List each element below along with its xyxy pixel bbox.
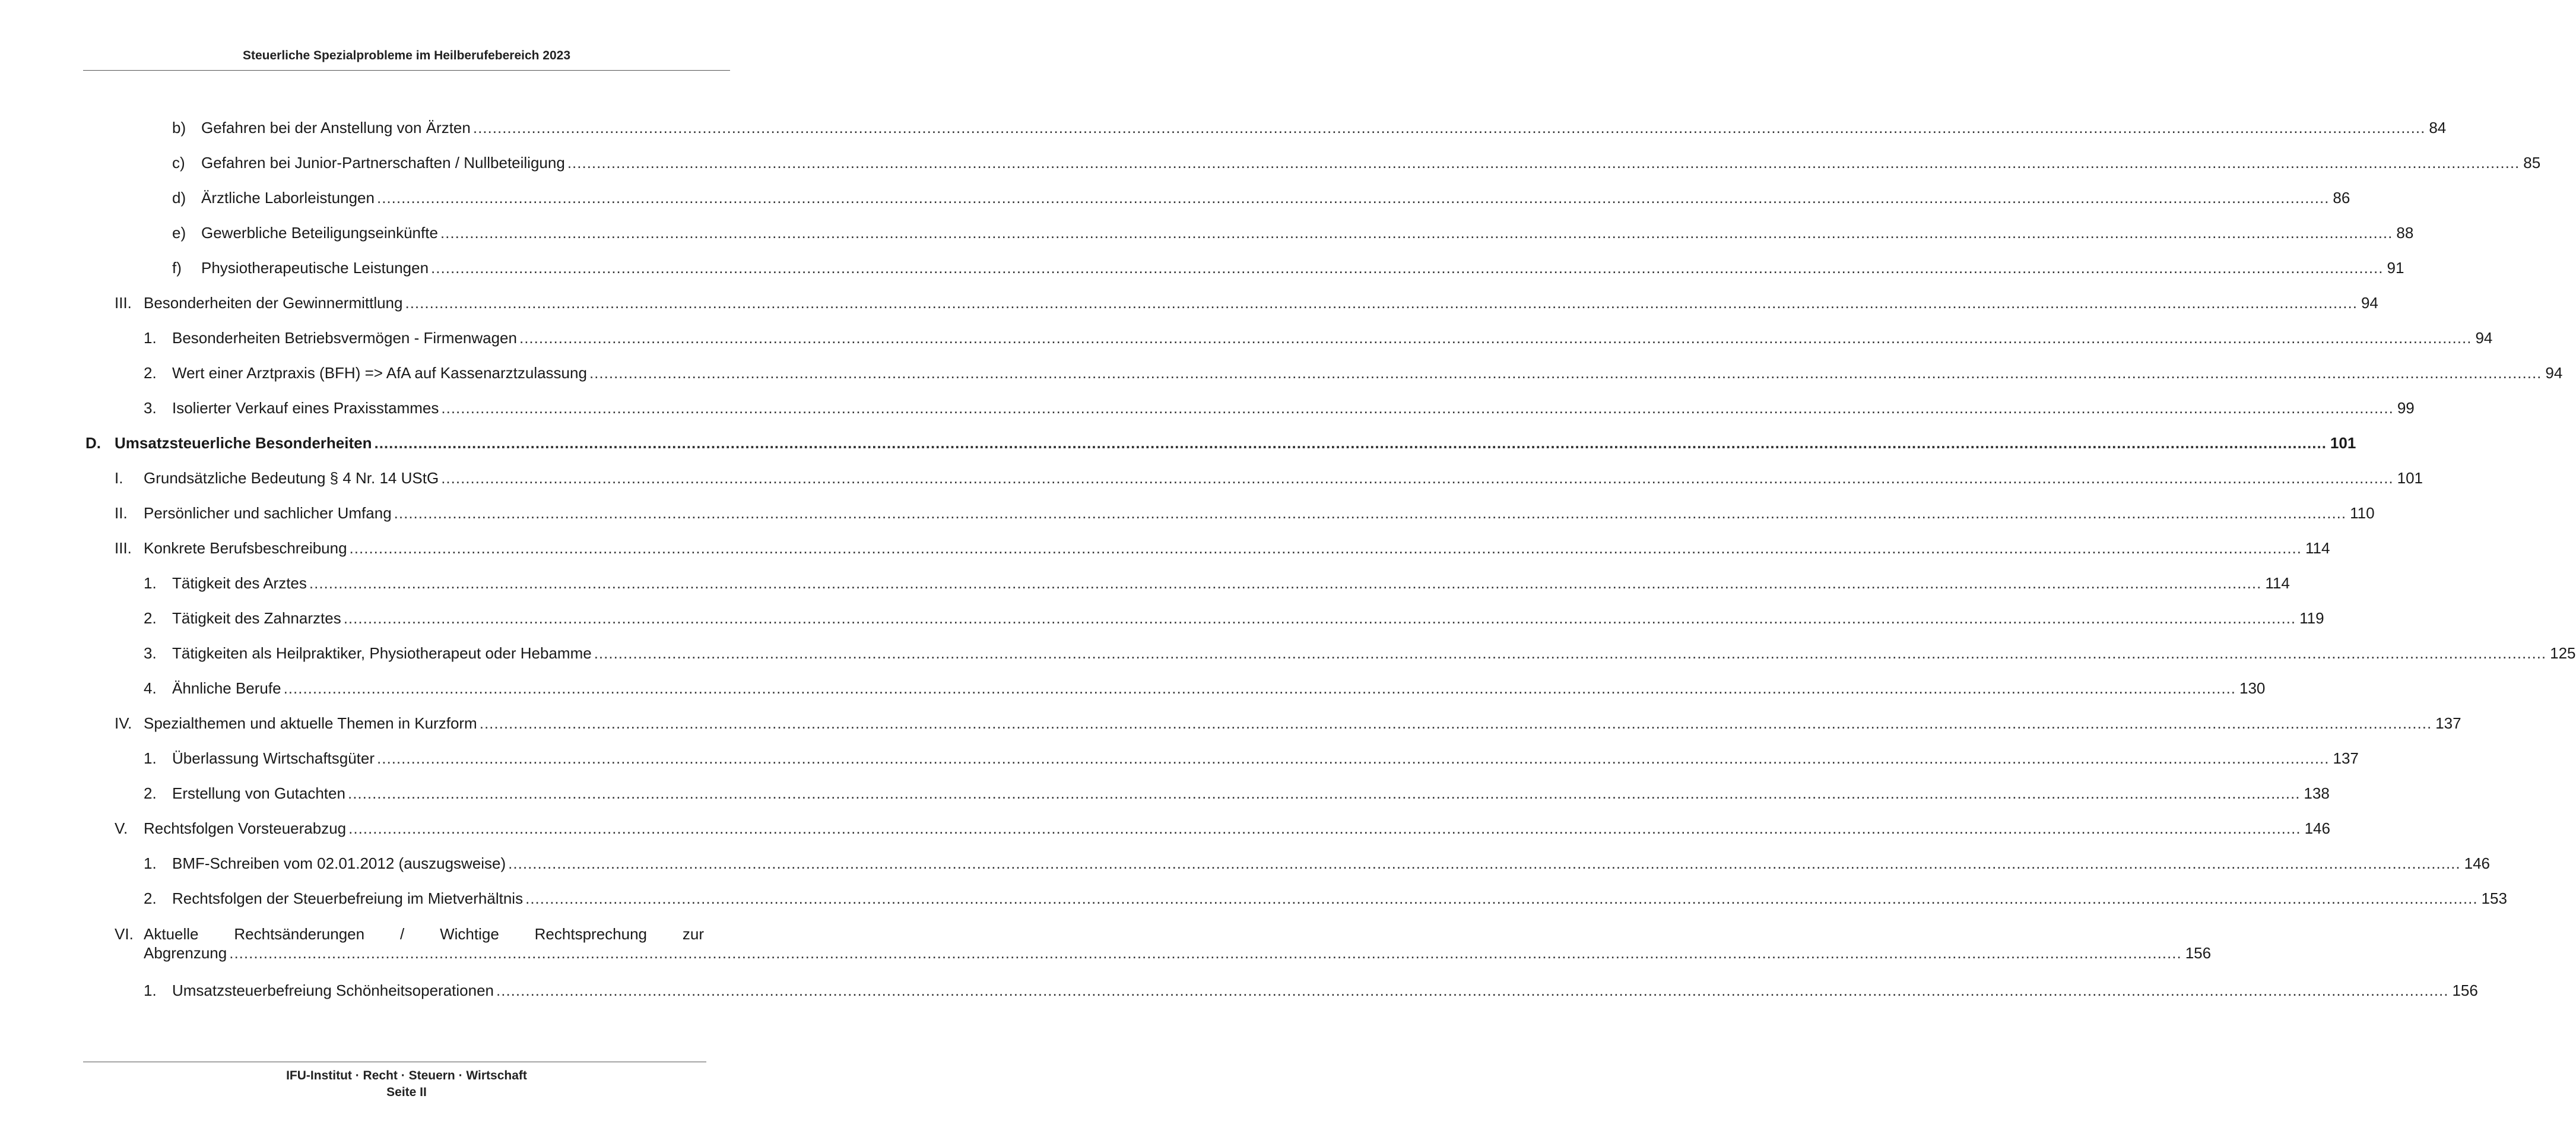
toc-entry-page: 88 [2396, 224, 2414, 242]
toc-leader-dots: ................................................................................................................................................................................................................................................................................................................................................................................................................ [348, 819, 2301, 837]
toc-entry-page: 146 [2464, 854, 2491, 872]
toc-entry-title: Gefahren bei der Anstellung von Ärzten [201, 119, 471, 137]
toc-leader-dots: ................................................................................................................................................................................................................................................................................................................................................................................................................ [343, 609, 2296, 627]
toc-entry[interactable] [0, 711, 2461, 735]
toc-entry[interactable] [0, 256, 2404, 280]
toc-leader-dots: ................................................................................................................................................................................................................................................................................................................................................................................................................ [347, 784, 2301, 802]
toc-entry-title: Tätigkeiten als Heilpraktiker, Physiotherapeut oder Hebamme [172, 644, 592, 662]
toc-entry-title: Überlassung Wirtschaftsgüter [172, 749, 375, 767]
toc-entry[interactable] [0, 886, 2507, 910]
toc-entry-number: f) [172, 259, 182, 277]
toc-entry-title: Wert einer Arztpraxis (BFH) => AfA auf Kassenarztzulassung [172, 364, 587, 382]
toc-entry-number: IV. [115, 714, 132, 732]
toc-entry-title: Besonderheiten Betriebsvermögen - Firmenwagen [172, 329, 517, 347]
toc-entry[interactable] [0, 816, 2330, 840]
toc-entry-number: b) [172, 119, 186, 137]
toc-title-word: zur [682, 925, 704, 943]
toc-leader-dots: ................................................................................................................................................................................................................................................................................................................................................................................................................ [479, 714, 2432, 732]
toc-entry-number: V. [115, 819, 128, 837]
header-divider [83, 70, 730, 71]
toc-entry-title-line2: Abgrenzung [144, 944, 227, 962]
toc-entry-title: Spezialthemen und aktuelle Themen in Kurzform [144, 714, 477, 732]
toc-leader-dots: ................................................................................................................................................................................................................................................................................................................................................................................................................ [525, 889, 2478, 907]
toc-entry-number: 1. [144, 574, 157, 592]
toc-entry-page: 137 [2333, 749, 2359, 767]
toc-leader-dots: ................................................................................................................................................................................................................................................................................................................................................................................................................ [394, 504, 2347, 522]
toc-entry-title: Ähnliche Berufe [172, 679, 281, 697]
toc-entry-page: 101 [2397, 469, 2423, 487]
toc-entry[interactable] [0, 746, 2359, 770]
toc-leader-dots: ................................................................................................................................................................................................................................................................................................................................................................................................................ [405, 294, 2358, 312]
toc-entry[interactable] [0, 606, 2324, 630]
toc-entry-number: d) [172, 189, 186, 207]
toc-leader-dots: ................................................................................................................................................................................................................................................................................................................................................................................................................ [496, 981, 2449, 999]
toc-entry-page: 130 [2239, 679, 2266, 697]
toc-entry-number: e) [172, 224, 186, 242]
toc-entry-page: 86 [2333, 189, 2350, 207]
toc-leader-dots: ................................................................................................................................................................................................................................................................................................................................................................................................................ [431, 259, 2384, 277]
toc-entry-title: BMF-Schreiben vom 02.01.2012 (auszugsweise) [172, 854, 506, 872]
toc-leader-dots: ................................................................................................................................................................................................................................................................................................................................................................................................................ [589, 364, 2542, 382]
toc-entry-number: III. [115, 539, 132, 557]
toc-entry[interactable] [0, 361, 2563, 385]
toc-leader-dots: ................................................................................................................................................................................................................................................................................................................................................................................................................ [283, 679, 2236, 697]
toc-leader-dots: ................................................................................................................................................................................................................................................................................................................................................................................................................ [376, 189, 2330, 207]
toc-entry-page: 119 [2299, 609, 2324, 627]
toc-entry-number: 2. [144, 609, 157, 627]
toc-entry[interactable] [0, 326, 2493, 350]
toc-entry-number: 2. [144, 889, 157, 907]
toc-entry[interactable] [0, 978, 2478, 1002]
toc-entry-title: Rechtsfolgen Vorsteuerabzug [144, 819, 347, 837]
toc-entry[interactable] [0, 676, 2266, 700]
toc-entry-page: 101 [2330, 434, 2356, 452]
toc-leader-dots: ................................................................................................................................................................................................................................................................................................................................................................................................................ [440, 224, 2393, 242]
toc-leader-dots: ................................................................................................................................................................................................................................................................................................................................................................................................................ [519, 329, 2472, 347]
toc-entry-number: 1. [144, 981, 157, 999]
toc-entry-page: 94 [2475, 329, 2493, 347]
toc-leader-dots: ................................................................................................................................................................................................................................................................................................................................................................................................................ [349, 539, 2302, 557]
toc-entry-number: III. [115, 294, 132, 312]
toc-entry-title: Umsatzsteuerbefreiung Schönheitsoperationen [172, 981, 494, 999]
toc-entry[interactable] [0, 501, 2375, 525]
toc-entry-title: Gefahren bei Junior-Partnerschaften / Nullbeteiligung [201, 154, 565, 172]
toc-leader-dots: ................................................................................................................................................................................................................................................................................................................................................................................................................ [472, 119, 2426, 137]
toc-entry-title: Grundsätzliche Bedeutung § 4 Nr. 14 UStG [144, 469, 439, 487]
toc-entry[interactable] [0, 641, 2576, 665]
toc-entry-page: 114 [2265, 574, 2290, 592]
toc-entry-page: 153 [2481, 889, 2507, 907]
toc-entry-page: 125 [2550, 644, 2576, 662]
toc-leader-dots: ................................................................................................................................................................................................................................................................................................................................................................................................................ [309, 574, 2262, 592]
toc-entry-page: 114 [2305, 539, 2330, 557]
toc-entry-number: c) [172, 154, 185, 172]
toc-leader-dots: ................................................................................................................................................................................................................................................................................................................................................................................................................ [567, 154, 2520, 172]
toc-entry-number: 1. [144, 329, 157, 347]
toc-title-word: Rechtsprechung [534, 925, 647, 943]
toc-entry-number: 4. [144, 679, 157, 697]
toc-entry[interactable] [0, 851, 2491, 875]
toc-entry-page: 156 [2185, 944, 2212, 962]
toc-entry-page: 91 [2387, 259, 2404, 277]
toc-entry[interactable] [0, 466, 2423, 490]
toc-entry-title-line1 [144, 924, 704, 943]
toc-entry-number: 2. [144, 784, 157, 802]
toc-leader-dots: ................................................................................................................................................................................................................................................................................................................................................................................................................ [594, 644, 2547, 662]
toc-entry-title: Ärztliche Laborleistungen [201, 189, 375, 207]
toc-entry-title: Umsatzsteuerliche Besonderheiten [115, 434, 372, 452]
toc-title-word: Wichtige [440, 925, 499, 943]
toc-title-word: Aktuelle [144, 925, 199, 943]
toc-title-word: Rechtsänderungen [234, 925, 365, 943]
toc-leader-dots: ................................................................................................................................................................................................................................................................................................................................................................................................................ [229, 944, 2182, 962]
toc-entry[interactable] [0, 536, 2330, 560]
toc-leader-dots: ................................................................................................................................................................................................................................................................................................................................................................................................................ [508, 854, 2461, 872]
toc-entry-title: Besonderheiten der Gewinnermittlung [144, 294, 403, 312]
toc-entry[interactable] [0, 291, 2378, 315]
toc-entry-number: II. [115, 504, 128, 522]
toc-entry-number: 3. [144, 399, 157, 417]
toc-entry-number: D. [85, 434, 101, 452]
toc-entry-number: 1. [144, 854, 157, 872]
toc-entry-page: 146 [2304, 819, 2330, 837]
running-header: Steuerliche Spezialprobleme im Heilberufebereich 2023 [242, 49, 571, 62]
toc-entry[interactable] [0, 116, 2447, 140]
toc-entry-page: 84 [2429, 119, 2447, 137]
toc-entry[interactable] [0, 151, 2541, 175]
toc-entry-title: Physiotherapeutische Leistungen [201, 259, 429, 277]
toc-entry-page: 99 [2397, 399, 2415, 417]
toc-entry-page: 85 [2523, 154, 2541, 172]
toc-entry-title: Erstellung von Gutachten [172, 784, 345, 802]
toc-entry-page: 94 [2361, 294, 2378, 312]
toc-entry-page: 110 [2350, 504, 2375, 522]
toc-leader-dots: ................................................................................................................................................................................................................................................................................................................................................................................................................ [374, 434, 2327, 452]
toc-entry[interactable] [0, 781, 2330, 805]
toc-entry-title: Tätigkeit des Arztes [172, 574, 307, 592]
toc-entry[interactable] [0, 396, 2415, 420]
toc-entry-title: Gewerbliche Beteiligungseinkünfte [201, 224, 438, 242]
toc-entry-page: 156 [2452, 981, 2478, 999]
toc-entry-number: VI. [115, 925, 134, 943]
toc-title-word: / [399, 925, 405, 943]
toc-entry-number: 2. [144, 364, 157, 382]
toc-entry[interactable] [0, 571, 2290, 595]
toc-entry[interactable] [0, 431, 2356, 455]
toc-entry-title: Persönlicher und sachlicher Umfang [144, 504, 392, 522]
toc-entry[interactable] [0, 221, 2414, 245]
toc-leader-dots: ................................................................................................................................................................................................................................................................................................................................................................................................................ [441, 469, 2394, 487]
toc-entry-title: Konkrete Berufsbeschreibung [144, 539, 347, 557]
toc-leader-dots: ................................................................................................................................................................................................................................................................................................................................................................................................................ [377, 749, 2330, 767]
toc-entry-title: Rechtsfolgen der Steuerbefreiung im Mietverhältnis [172, 889, 524, 907]
toc-entry-title: Isolierter Verkauf eines Praxisstammes [172, 399, 439, 417]
toc-entry-number: 1. [144, 749, 157, 767]
toc-entry-number: I. [115, 469, 123, 487]
toc-entry-page: 94 [2545, 364, 2563, 382]
toc-entry-number: 3. [144, 644, 157, 662]
toc-entry-page: 138 [2304, 784, 2330, 802]
toc-entry-title: Tätigkeit des Zahnarztes [172, 609, 341, 627]
footer-publisher: IFU-Institut · Recht · Steuern · Wirtschaft [286, 1069, 527, 1082]
toc-entry[interactable] [0, 186, 2350, 210]
toc-leader-dots: ................................................................................................................................................................................................................................................................................................................................................................................................................ [441, 399, 2394, 417]
toc-entry-page: 137 [2435, 714, 2461, 732]
footer-page-number: Seite II [386, 1085, 427, 1099]
